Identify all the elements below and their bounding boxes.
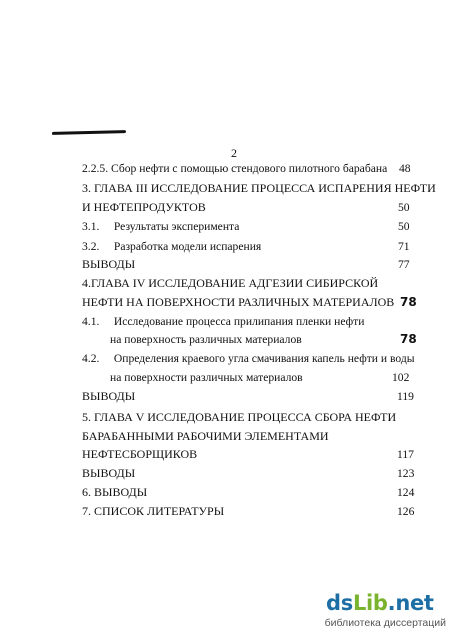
toc-entry <box>82 446 412 463</box>
toc-entry <box>82 409 412 426</box>
toc-entry <box>110 331 417 348</box>
toc-entry-page: 71 <box>398 240 410 253</box>
toc-entry-page: 50 <box>398 220 410 233</box>
toc-entry <box>82 199 412 216</box>
watermark-tagline: библиотека диссертаций <box>324 617 446 629</box>
toc-entry-title: И НЕФТЕПРОДУКТОВ <box>82 200 206 214</box>
toc-entry-page: 117 <box>397 448 414 461</box>
toc-entry <box>82 256 412 273</box>
toc-entry <box>82 313 412 330</box>
toc-entry-title: ВЫВОДЫ <box>82 389 136 403</box>
toc-entry <box>82 160 412 177</box>
toc-entry-page: 123 <box>397 467 415 480</box>
toc-entry <box>82 388 412 405</box>
watermark-logo-part: .net <box>387 591 434 615</box>
toc-entry-title: 3.1. Результаты эксперимента <box>82 220 240 233</box>
toc-entry-title: на поверхность различных материалов <box>110 333 302 346</box>
toc-entry <box>82 180 436 197</box>
toc-entry-page: 102 <box>392 371 410 384</box>
toc-entry-title: 5. ГЛАВА V ИССЛЕДОВАНИЕ ПРОЦЕССА СБОРА НЕФТИ <box>82 410 397 424</box>
toc-entry-title: 4.ГЛАВА IV ИССЛЕДОВАНИЕ АДГЕЗИИ СИБИРСКОЙ <box>82 276 379 290</box>
toc-entry-title: 4.2. Определения краевого угла смачивания капель нефти и воды <box>82 352 415 365</box>
toc-entry-page: 50 <box>398 201 410 214</box>
toc-entry-title: на поверхности различных материалов <box>110 371 303 384</box>
toc-entry <box>82 294 417 311</box>
toc-entry-title: 4.1. Исследование процесса прилипания пленки нефти <box>82 315 365 328</box>
toc-entry-page: 48 <box>399 162 411 175</box>
toc-entry-page: 124 <box>397 486 415 499</box>
watermark-logo-part: ds <box>326 591 353 615</box>
toc-entry-title: НЕФТИ НА ПОВЕРХНОСТИ РАЗЛИЧНЫХ МАТЕРИАЛОВ <box>82 295 395 309</box>
toc-entry-page-handwritten: 78 <box>400 332 417 346</box>
toc-entry <box>82 484 415 501</box>
toc-entry-title: НЕФТЕСБОРЩИКОВ <box>82 447 198 461</box>
toc-entry-title: ВЫВОДЫ <box>82 257 136 271</box>
toc-entry-page: 119 <box>397 390 414 403</box>
toc-entry-title: 6. ВЫВОДЫ <box>82 485 148 499</box>
scan-mark <box>52 130 126 135</box>
toc-entry-title: 2.2.5. Сбор нефти с помощью стендового пилотного барабана <box>82 162 388 175</box>
toc-entry-page: 77 <box>398 258 410 271</box>
toc-entry <box>110 369 412 386</box>
toc-entry-page-handwritten: 78 <box>400 295 417 309</box>
toc-entry <box>82 218 412 235</box>
toc-entry-title: 3. ГЛАВА III ИССЛЕДОВАНИЕ ПРОЦЕССА ИСПАРЕНИЯ НЕФТИ <box>82 181 436 195</box>
toc-entry <box>82 465 415 482</box>
watermark-logo-part: Lib <box>352 591 388 615</box>
watermark <box>318 590 446 632</box>
toc-entry <box>82 238 412 255</box>
toc-entry <box>82 350 415 367</box>
toc-entry-title: ВЫВОДЫ <box>82 466 136 480</box>
toc-entry-title: БАРАБАННЫМИ РАБОЧИМИ ЭЛЕМЕНТАМИ <box>82 429 329 443</box>
toc-entry-page: 126 <box>397 505 415 518</box>
toc-entry-title: 3.2. Разработка модели испарения <box>82 240 262 253</box>
toc-entry <box>82 503 415 520</box>
toc-entry <box>82 428 412 445</box>
watermark-logo <box>326 590 446 616</box>
toc-entry <box>82 275 412 292</box>
page-number: 2 <box>231 146 237 160</box>
toc-entry-title: 7. СПИСОК ЛИТЕРАТУРЫ <box>82 504 225 518</box>
